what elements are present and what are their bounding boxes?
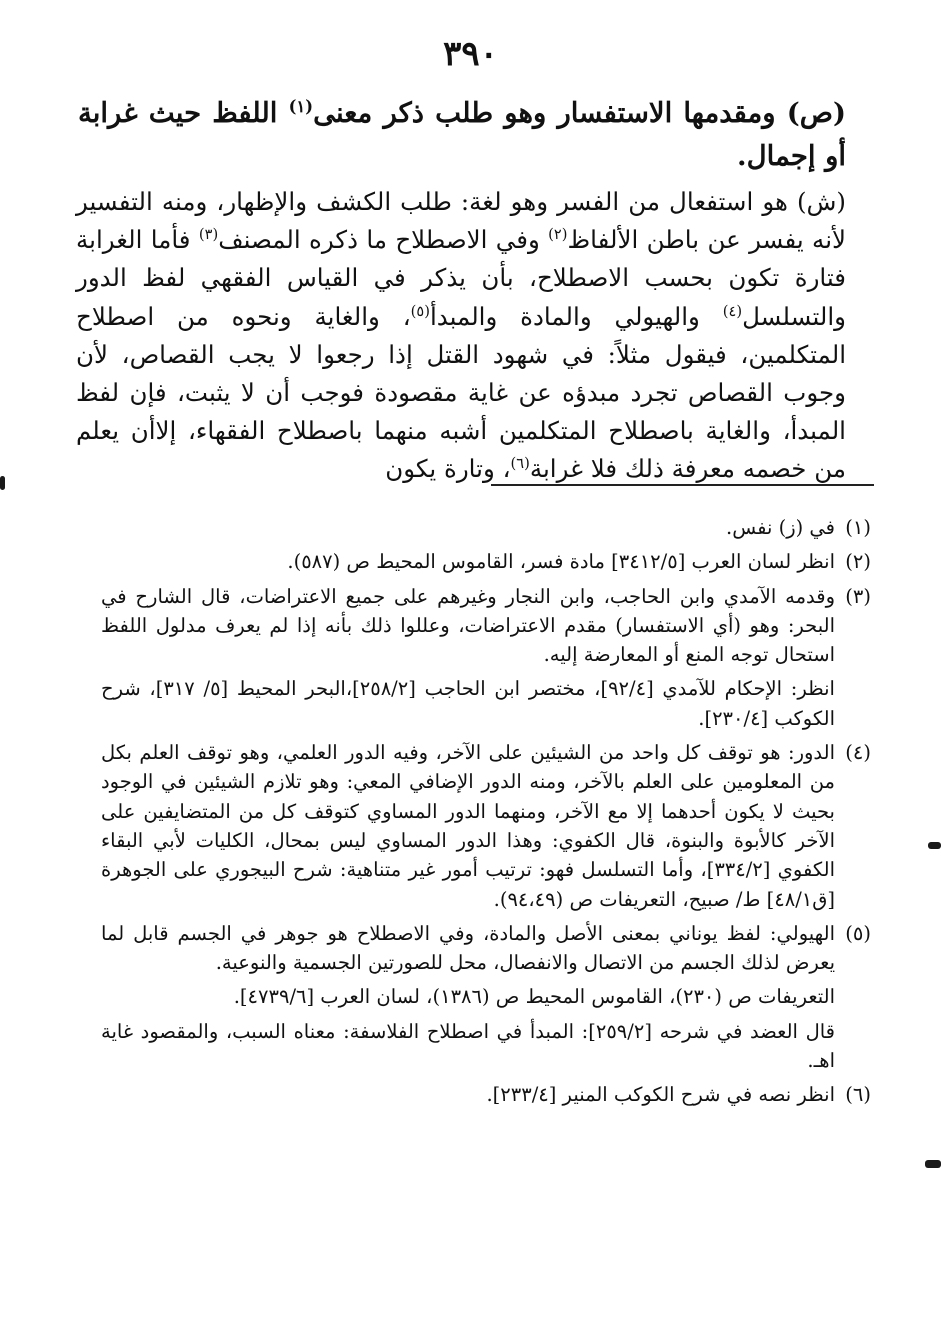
footnote-item: [101, 1080, 871, 1109]
footnote-item: [101, 513, 871, 542]
footnote-item: [101, 582, 871, 733]
scan-edge-mark: [0, 476, 5, 490]
sharh-text-part: ، والغاية ونحوه من اصطلاح المتكلمين، فيقول مثلاً: في شهود القتل إذا رجعوا لا يجب القصاص، لأن وجوب القصاص تجرد مبدؤه عن غاية مقصودة فوجب أن لا يثبت، فإن لفظ المبدأ، والغاية باصطلاح المتكلمين أشبه منهما باصطلاح الفقهاء، إلاأن يعلم من خصمه معرفة ذلك فلا غرابة: [76, 301, 846, 484]
footnote-number: (٢): [845, 550, 871, 574]
footnote-text: الهيولي: لفظ يوناني بمعنى الأصل والمادة، وفي الاصطلاح هو جوهر في الجسم قابل لما يعرض لذلك الجسم من الاتصال والانفصال، محل للصورتين الجسمية والنوعية.: [101, 921, 835, 975]
footnote-text: قال العضد في شرحه [٢٥٩/٢]: المبدأ في اصطلاح الفلاسفة: معناه السبب، والمقصود غاية اهـ.: [101, 1019, 835, 1073]
footnote-number: (١): [845, 516, 871, 539]
footnote-text: وقدمه الآمدي وابن الحاجب، وابن النجار وغيرهم على جميع الاعتراضات، قال الشارح في البحر: وهو (أي الاستفسار) مقدم الاعتراضات، وعللوا ذلك بأنه إذا لم يعرف مدلول اللفظ استحال توجه المنع أو المعارضة إليه.: [101, 584, 835, 667]
footnote-ref: (١): [288, 96, 314, 116]
footnote-text: التعريفات ص (٢٣٠)، القاموس المحيط ص (١٣٨٦)، لسان العرب [٤٧٣٩/٦].: [233, 985, 835, 1009]
footnote-ref: (٣): [198, 226, 219, 244]
sharh-text-part: وفي الاصطلاح ما ذكره المصنف: [218, 225, 549, 255]
footnote-text: انظر لسان العرب [٣٤١٢/٥] مادة فسر، القاموس المحيط ص (٥٨٧).: [287, 550, 835, 574]
sharh-text: [76, 183, 846, 489]
footnote-number: (٣): [845, 584, 871, 608]
footnote-text: الدور: هو توقف كل واحد من الشيئين على الآخر، وفيه الدور العلمي، وهو توقف العلم بكل من المعلومين على العلم بالآخر، ومنه الدور الإضافي المعي: وهو تلازم الشيئين في الوجود بحيث لا يكون أحدهما إلا مع الآخر، ومنهما الدور المساوي كتوقف كل من المتضايفين على الآخر كالأبوة والبنوة، قال الكفوي: وهذا الدور المساوي ليس بمحال، الكليات لأبي البقاء الكفوي [٣٣٤/٢]، وأما التسلسل فهو: ترتيب أمور غير متناهية: شرح البيجوري على الجوهرة [ق٤٨/١] ط/ صبيح، التعريفات ص (٩٤،٤٩).: [101, 741, 835, 911]
sharh-text-part: (ش) هو استفعال من الفسر وهو لغة: طلب الكشف والإظهار، ومنه التفسير لأنه يفسر عن باطن الألفاظ: [76, 187, 846, 255]
scan-edge-mark: [925, 1160, 941, 1168]
footnote-ref: (٤): [722, 302, 743, 320]
footnote-ref: (٥): [410, 302, 430, 320]
sharh-text-part: فأما الغرابة فتارة تكون بحسب الاصطلاح، بأن يذكر في القياس الفقهي لفظ الدور والتسلسل: [76, 225, 846, 331]
sharh-text-part: والهيولي والمادة والمبدأ: [429, 301, 723, 331]
footnotes: [101, 508, 871, 1112]
page-number: ٣٩٠: [443, 34, 498, 74]
scan-edge-mark: [928, 842, 941, 849]
footnote-number: (٦): [845, 1083, 871, 1107]
footnote-separator: [491, 484, 874, 486]
matn-text: [78, 92, 846, 178]
footnote-item: [101, 547, 871, 576]
footnote-number: (٤): [845, 741, 871, 765]
footnote-item: [101, 738, 871, 914]
footnote-ref: (٦): [510, 455, 530, 473]
sharh-text-part: ، وتارة يكون: [385, 454, 511, 484]
footnote-number: (٥): [845, 921, 871, 945]
matn-text-part: اللفظ حيث غرابة أو إجمال.: [78, 97, 846, 172]
footnote-text: انظر نصه في شرح الكوكب المنير [٢٣٣/٤].: [486, 1083, 835, 1107]
footnote-ref: (٢): [548, 226, 568, 244]
footnote-text: انظر: الإحكام للآمدي [٩٢/٤]، مختصر ابن الحاجب [٢٥٨/٢]،البحر المحيط [٥/ ٣١٧]، شرح الكوكب [٢٣٠/٤].: [101, 677, 835, 730]
footnote-item: [101, 919, 871, 1075]
footnote-text: في (ز) نفس.: [726, 516, 835, 539]
matn-text-part: (ص) ومقدمها الاستفسار وهو طلب ذكر معنى: [313, 97, 846, 129]
